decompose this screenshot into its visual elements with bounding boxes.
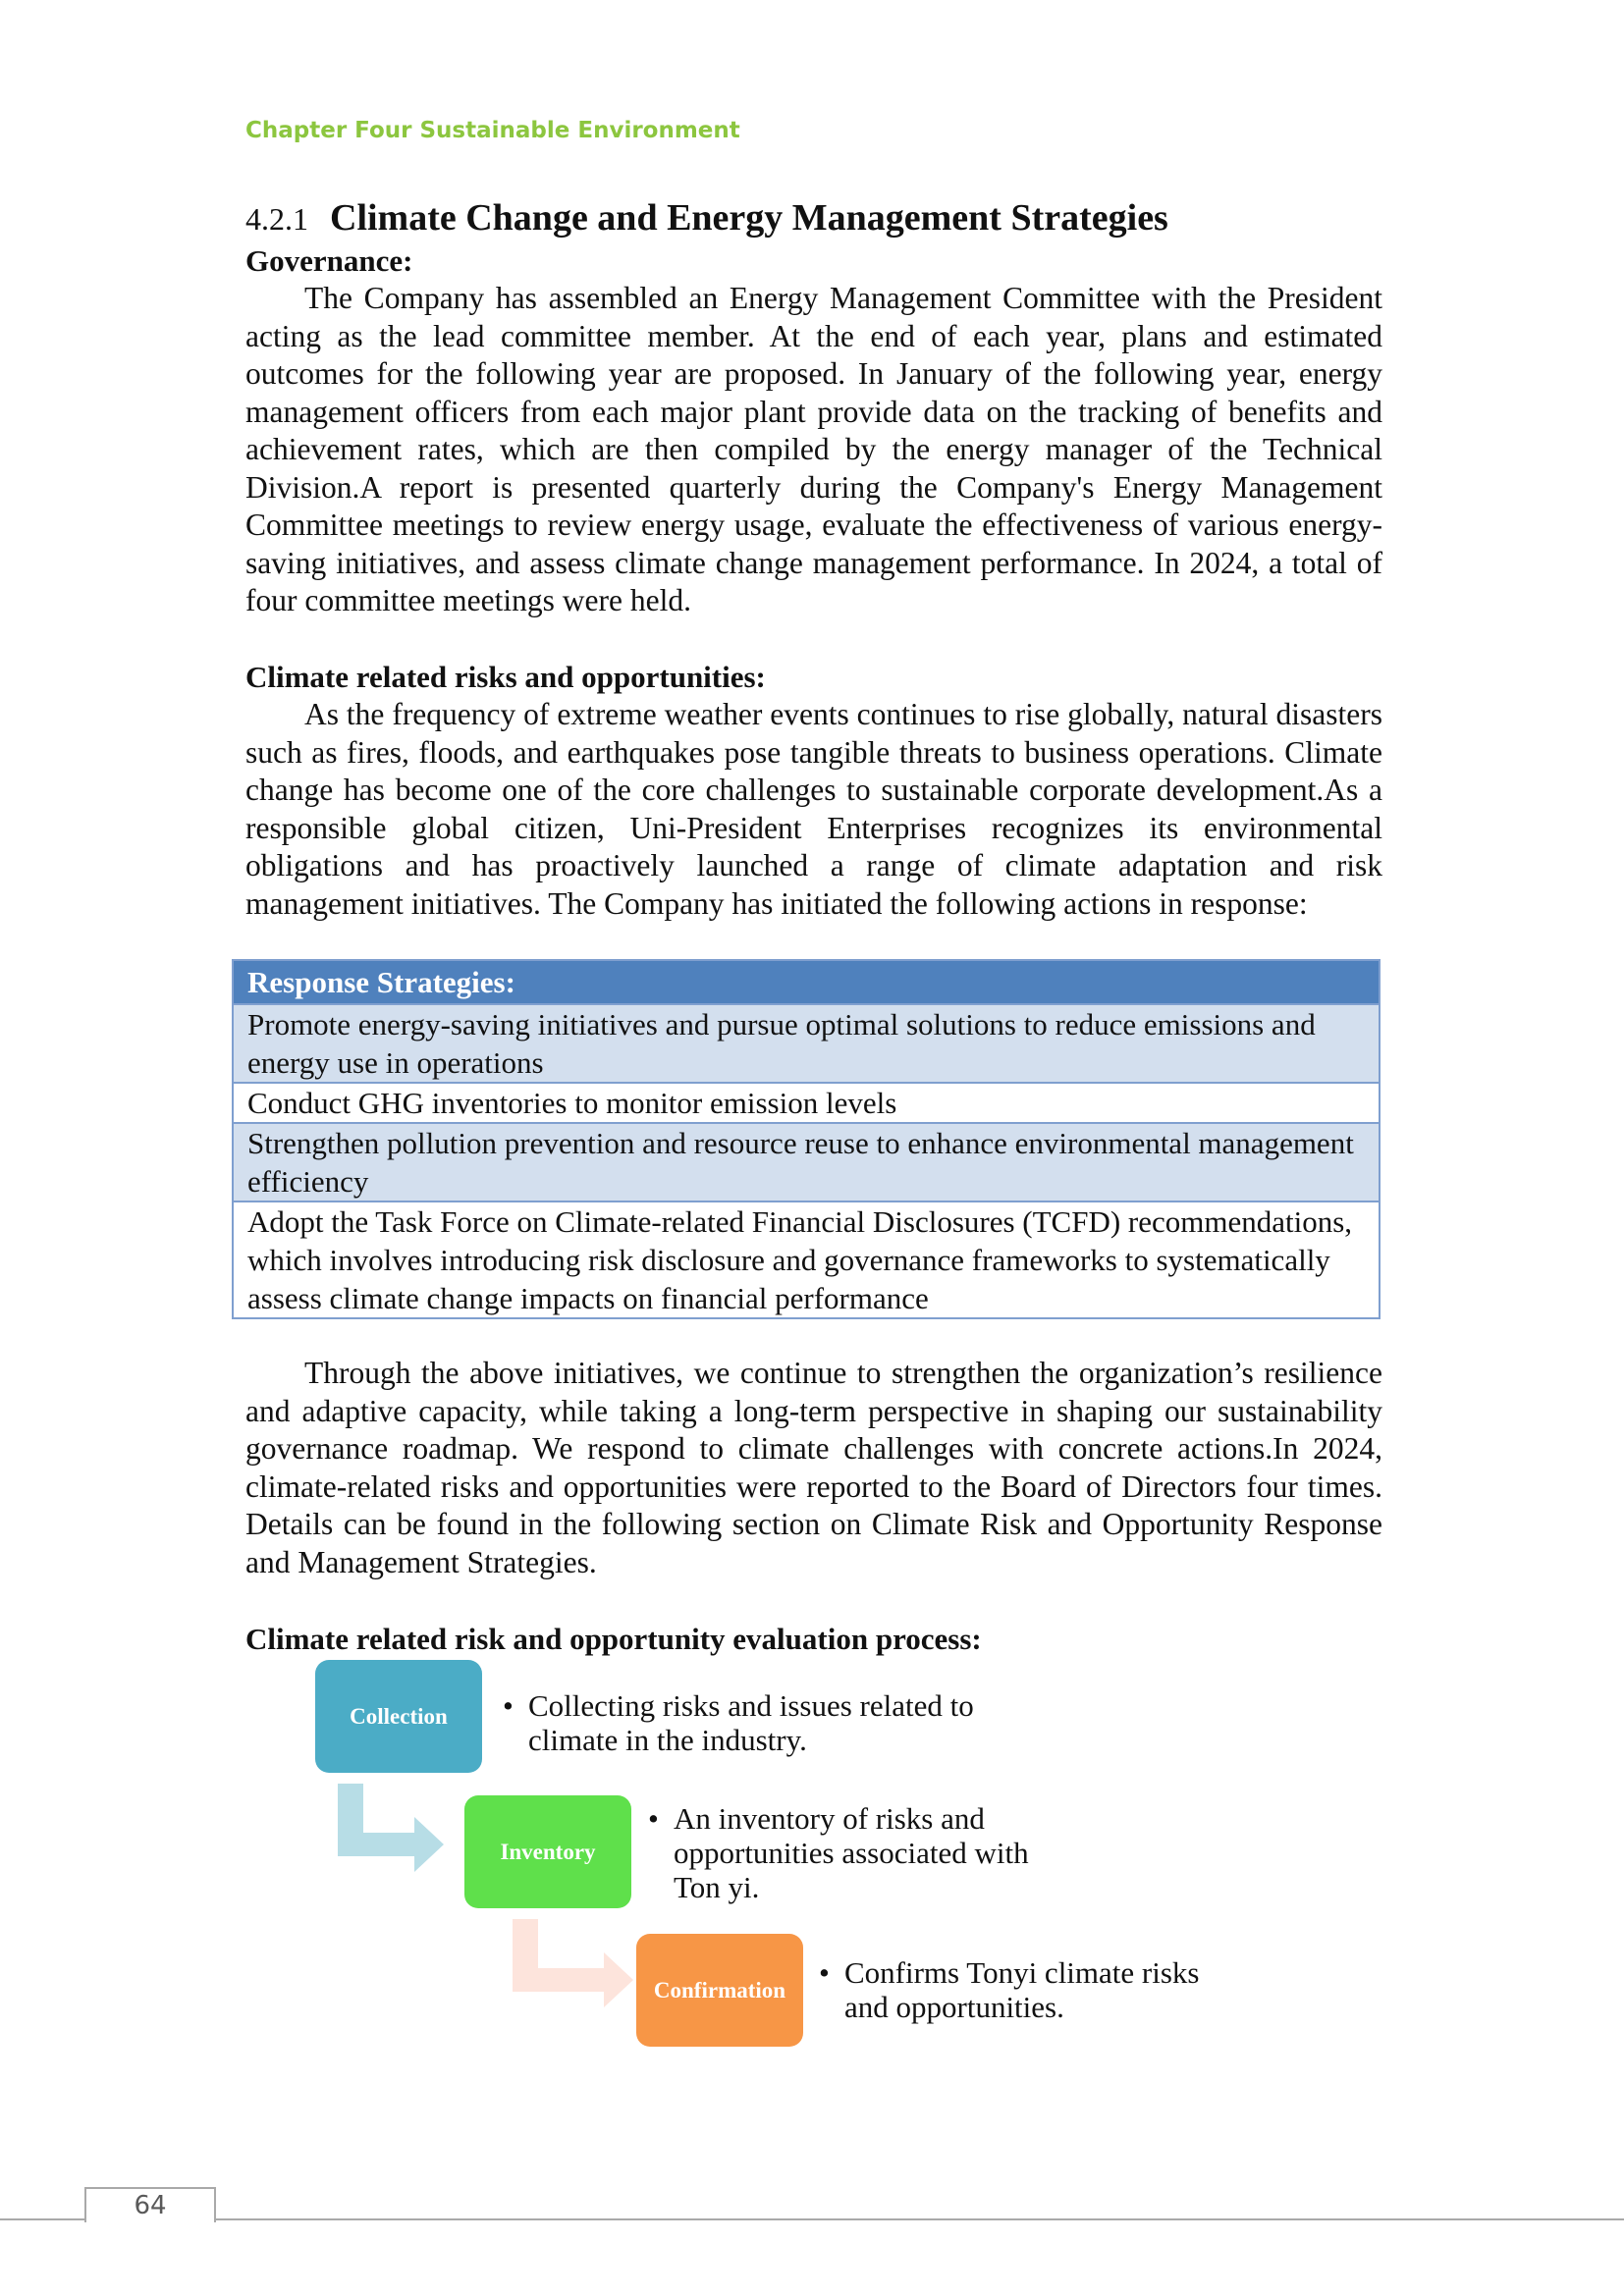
- process-heading: Climate related risk and opportunity evaluation process:: [245, 1622, 982, 1656]
- confirmation-description-text: Confirms Tonyi climate risks and opportunities.: [844, 1955, 1200, 2024]
- risks-heading: Climate related risks and opportunities:: [245, 660, 766, 694]
- section-number: 4.2.1: [245, 201, 308, 237]
- connector-arrow-1: [334, 1782, 447, 1875]
- collection-description-text: Collecting risks and issues related to climate in the industry.: [528, 1688, 974, 1757]
- confirmation-box: Confirmation: [636, 1934, 803, 2047]
- collection-description: [503, 1688, 1053, 1757]
- table-row: Promote energy-saving initiatives and pursue optimal solutions to reduce emissions and energy use in operations: [234, 1003, 1379, 1082]
- inventory-description: [648, 1801, 1080, 1904]
- connector-arrow-2: [509, 1917, 636, 2010]
- governance-paragraph: [245, 280, 1382, 620]
- bullet-icon: •: [503, 1688, 514, 1723]
- governance-heading: Governance:: [245, 243, 413, 278]
- page-number: 64: [134, 2191, 167, 2220]
- table-row: Conduct GHG inventories to monitor emission levels: [234, 1082, 1379, 1122]
- table-row: Adopt the Task Force on Climate-related Financial Disclosures (TCFD) recommendations, which involves introducing risk disclosure and governance frameworks to systematically assess climate change impacts on financial performance: [234, 1201, 1379, 1317]
- bullet-icon: •: [648, 1801, 659, 1836]
- risks-paragraph: [245, 696, 1382, 923]
- followup-paragraph: [245, 1355, 1382, 1581]
- section-title-text: Climate Change and Energy Management Strategies: [330, 197, 1168, 239]
- governance-text: The Company has assembled an Energy Management Committee with the President acting as the lead committee member. At the end of each year, plans and estimated outcomes for the following year are proposed. In January of the following year, energy management officers from each major plant provide data on the tracking of benefits and achievement rates, which are then compiled by the energy manager of the Technical Division.A report is presented quarterly during the Company's Energy Management Committee meetings to review energy usage, evaluate the effectiveness of various energy-saving initiatives, and assess climate change management performance. In 2024, a total of four committee meetings were held.: [245, 281, 1382, 617]
- table-header: Response Strategies:: [234, 961, 1379, 1003]
- confirmation-description: [819, 1955, 1212, 2024]
- table-row: Strengthen pollution prevention and resource reuse to enhance environmental management efficiency: [234, 1122, 1379, 1201]
- section-title: [245, 196, 1168, 240]
- chapter-header: Chapter Four Sustainable Environment: [245, 118, 740, 143]
- bullet-icon: •: [819, 1955, 830, 1990]
- footer-rule: [0, 2218, 1624, 2220]
- response-strategies-table: [232, 959, 1380, 1319]
- inventory-box: Inventory: [464, 1795, 631, 1908]
- followup-text: Through the above initiatives, we continue to strengthen the organization’s resilience and adaptive capacity, while taking a long-term perspective in shaping our sustainability governance roadmap. We respond to climate challenges with concrete actions.In 2024, climate-related risks and opportunities were reported to the Board of Directors four times. Details can be found in the following section on Climate Risk and Opportunity Response and Management Strategies.: [245, 1356, 1382, 1579]
- risks-text: As the frequency of extreme weather events continues to rise globally, natural disasters such as fires, floods, and earthquakes pose tangible threats to business operations. Climate change has become one of the core challenges to sustainable corporate development.As a responsible global citizen, Uni-President Enterprises recognizes its environmental obligations and has proactively launched a range of climate adaptation and risk management initiatives. The Company has initiated the following actions in response:: [245, 697, 1382, 921]
- inventory-description-text: An inventory of risks and opportunities associated with Ton yi.: [674, 1801, 1029, 1904]
- collection-box: Collection: [315, 1660, 482, 1773]
